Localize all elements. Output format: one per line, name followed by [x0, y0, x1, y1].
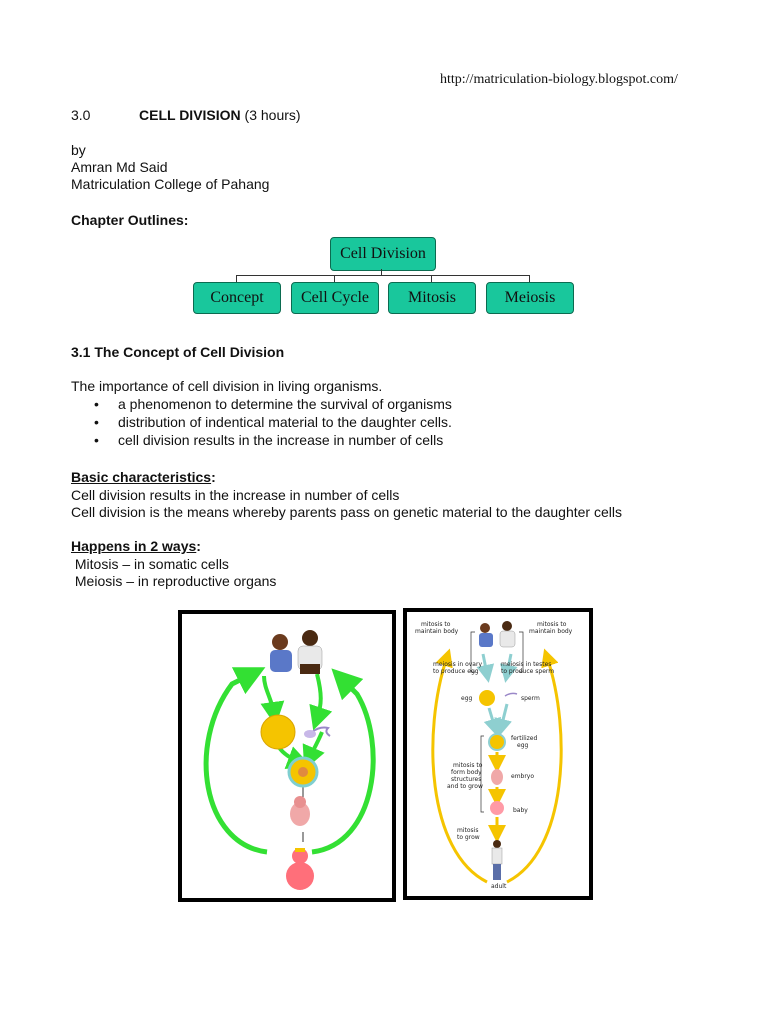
label-adult: adult: [491, 883, 507, 890]
outline-node-mitosis: Mitosis: [388, 282, 476, 314]
way-meiosis: Meiosis – in reproductive organs: [71, 573, 277, 589]
outline-root-node: Cell Division: [330, 237, 436, 271]
outer-left-arrow: [206, 674, 267, 852]
way-mitosis: Mitosis – in somatic cells: [71, 556, 229, 572]
author-by: by: [71, 142, 86, 158]
fertilized-egg-image: [489, 734, 505, 750]
label-mitosis-right: mitosis to maintain body: [529, 621, 573, 635]
label-egg: egg: [461, 695, 473, 702]
basic-line-2: Cell division is the means whereby parents pass on genetic material to the daughter cells: [71, 504, 622, 520]
label-fertilized: fertilized egg: [511, 735, 538, 749]
page-title: [139, 107, 301, 124]
ways-heading: Happens in 2 ways:: [71, 538, 201, 554]
outline-node-cell-cycle: Cell Cycle: [291, 282, 379, 314]
parent-to-sperm-arrow: [317, 674, 321, 719]
egg-image: [261, 715, 295, 749]
label-mitosis-grow: mitosis to grow: [457, 827, 480, 841]
section-number: 3.0: [71, 107, 91, 123]
author-institution: Matriculation College of Pahang: [71, 176, 270, 192]
label-mitosis-left: mitosis to maintain body: [415, 621, 459, 635]
sperm-image: [505, 693, 517, 696]
label-embryo: embryo: [511, 773, 535, 780]
parents-image: [270, 630, 322, 674]
parent-to-egg-arrow: [264, 676, 274, 714]
label-baby: baby: [513, 807, 528, 814]
outline-heading: Chapter Outlines:: [71, 212, 189, 228]
label-meiosis-ovary: meiosis in ovary to produce egg: [433, 661, 482, 675]
author-name: Amran Md Said: [71, 159, 168, 175]
header-url: http://matriculation-biology.blogspot.com/: [440, 72, 678, 87]
life-cycle-figure-left: [178, 610, 396, 902]
basic-line-1: Cell division results in the increase in number of cells: [71, 487, 400, 503]
outline-node-concept: Concept: [193, 282, 281, 314]
title-heading: CELL DIVISION: [139, 107, 241, 123]
outline-node-meiosis: Meiosis: [486, 282, 574, 314]
list-item: • distribution of indentical material to the daughter cells.: [94, 414, 452, 432]
egg-image: [479, 690, 495, 706]
basic-characteristics-heading: Basic characteristics:: [71, 469, 216, 485]
title-duration: (3 hours): [244, 107, 301, 123]
label-mitosis-form: mitosis to form body structures and to grow: [447, 762, 483, 790]
embryo-image: [290, 796, 310, 826]
outline-connector-bar: [236, 275, 530, 276]
parents-image: [479, 621, 515, 647]
list-item: • a phenomenon to determine the survival of organisms: [94, 396, 452, 414]
life-cycle-figure-right: [403, 608, 593, 900]
section-intro: The importance of cell division in living organisms.: [71, 378, 383, 394]
embryo-image: [491, 769, 503, 785]
labeled-cycle-illustration: [407, 612, 589, 896]
label-meiosis-testes: meiosis in testes to produce sperm: [501, 661, 555, 675]
label-sperm: sperm: [521, 695, 540, 702]
list-item: • cell division results in the increase in number of cells: [94, 432, 452, 450]
life-cycle-illustration: [182, 614, 392, 898]
baby-image: [286, 848, 314, 890]
baby-image: [490, 801, 504, 815]
section-heading: 3.1 The Concept of Cell Division: [71, 344, 285, 360]
outer-right-yellow-arrow: [507, 657, 561, 882]
adult-image: [492, 840, 502, 880]
importance-list: [94, 396, 452, 450]
